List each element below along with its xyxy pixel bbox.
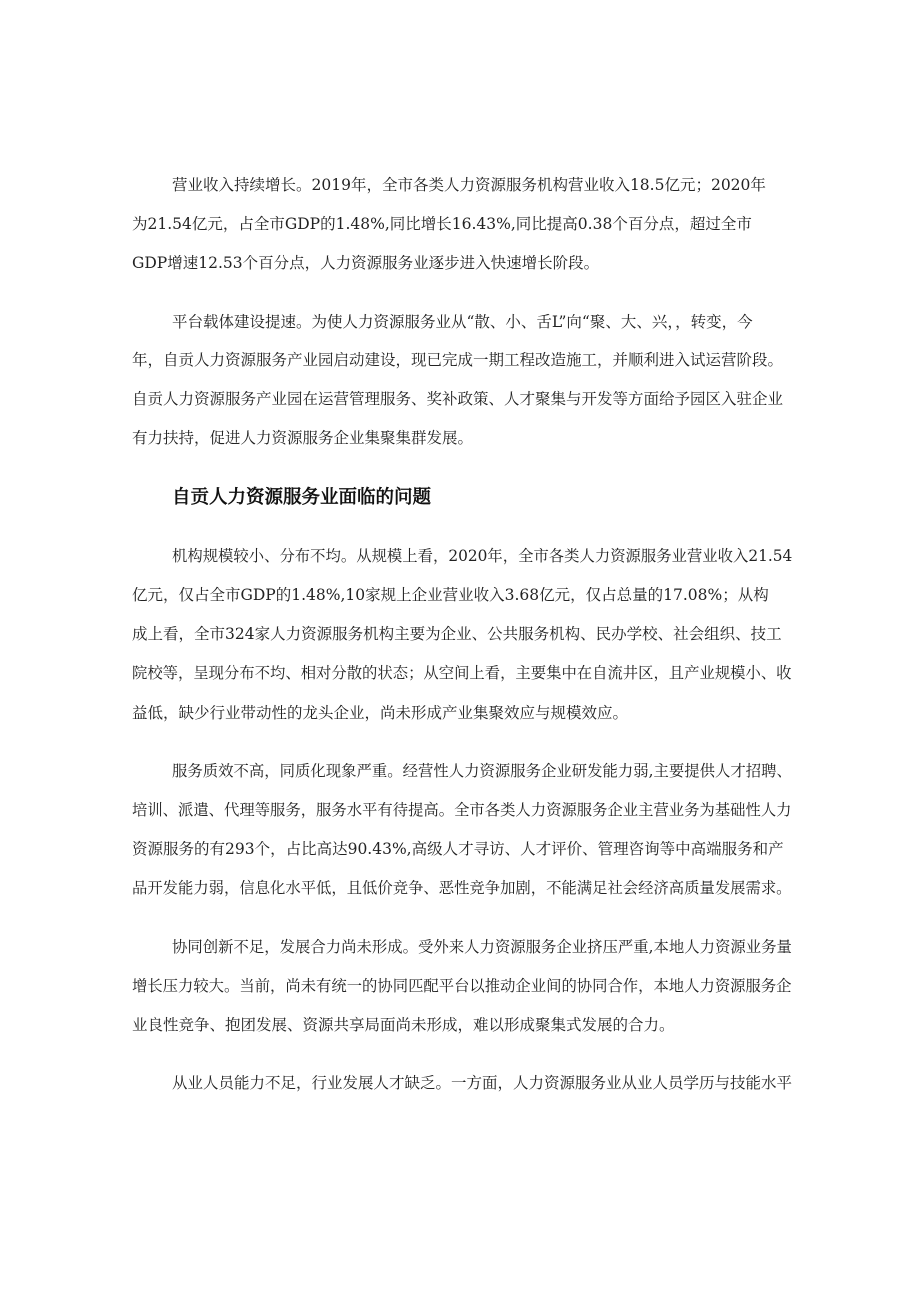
paragraph-1-line-1: 营业收入持续增长。2019年，全市各类人力资源服务机构营业收入18.5亿元；2020年 — [172, 176, 766, 194]
paragraph-3-line-4: 院校等，呈现分布不均、相对分散的状态；从空间上看，主要集中在自流井区，且产业规模小、收 — [132, 664, 792, 682]
paragraph-2-line-4: 有力扶持，促进人力资源服务企业集聚集群发展。 — [132, 429, 474, 447]
paragraph-4-line-1: 服务质效不高，同质化现象严重。经营性人力资源服务企业研发能力弱,主要提供人才招聘、 — [172, 762, 792, 780]
paragraph-2-line-3: 自贡人力资源服务产业园在运营管理服务、奖补政策、人才聚集与开发等方面给予园区入驻企业 — [132, 390, 784, 408]
paragraph-1-line-2: 为21.54亿元，占全市GDP的1.48%,同比增长16.43%,同比提高0.38个百分点，超过全市 — [132, 215, 752, 233]
paragraph-3-line-5: 益低，缺少行业带动性的龙头企业，尚未形成产业集聚效应与规模效应。 — [132, 704, 629, 722]
paragraph-6-line-1: 从业人员能力不足，行业发展人才缺乏。一方面，人力资源服务业从业人员学历与技能水平 — [172, 1074, 793, 1092]
paragraph-5-line-2: 增长压力较大。当前，尚未有统一的协同匹配平台以推动企业间的协同合作，本地人力资源服务企 — [132, 977, 792, 995]
section-heading: 自贡人力资源服务业面临的问题 — [172, 487, 432, 508]
paragraph-3-line-3: 成上看，全市324家人力资源服务机构主要为企业、公共服务机构、民办学校、社会组织、技工 — [132, 625, 782, 643]
paragraph-5-line-3: 业良性竞争、抱团发展、资源共享局面尚未形成，难以形成聚集式发展的合力。 — [132, 1016, 675, 1034]
paragraph-3-line-2: 亿元，仅占全市GDP的1.48%,10家规上企业营业收入3.68亿元，仅占总量的17.08%；从构 — [132, 586, 769, 604]
paragraph-2-line-2: 年，自贡人力资源服务产业园启动建设，现已完成一期工程改造施工，并顺利进入试运营阶段。 — [132, 351, 784, 369]
paragraph-2-line-1: 平台载体建设提速。为使人力资源服务业从“散、小、舌L”向“聚、大、兴，，转变，今 — [172, 313, 753, 331]
paragraph-4-line-3: 资源服务的有293个，占比高达90.43%,高级人才寻访、人才评价、管理咨询等中高端服务和产 — [132, 840, 784, 858]
paragraph-4-line-2: 培训、派遣、代理等服务，服务水平有待提高。全市各类人力资源服务企业主营业务为基础性人力 — [132, 801, 792, 819]
paragraph-4-line-4: 品开发能力弱，信息化水平低，且低价竞争、恶性竞争加剧，不能满足社会经济高质量发展需求。 — [132, 879, 792, 897]
paragraph-1-line-3: GDP增速12.53个百分点，人力资源服务业逐步进入快速增长阶段。 — [132, 254, 600, 272]
paragraph-3-line-1: 机构规模较小、分布不均。从规模上看，2020年，全市各类人力资源服务业营业收入21.54 — [172, 547, 793, 565]
paragraph-5-line-1: 协同创新不足，发展合力尚未形成。受外来人力资源服务企业挤压严重,本地人力资源业务量 — [172, 938, 792, 956]
